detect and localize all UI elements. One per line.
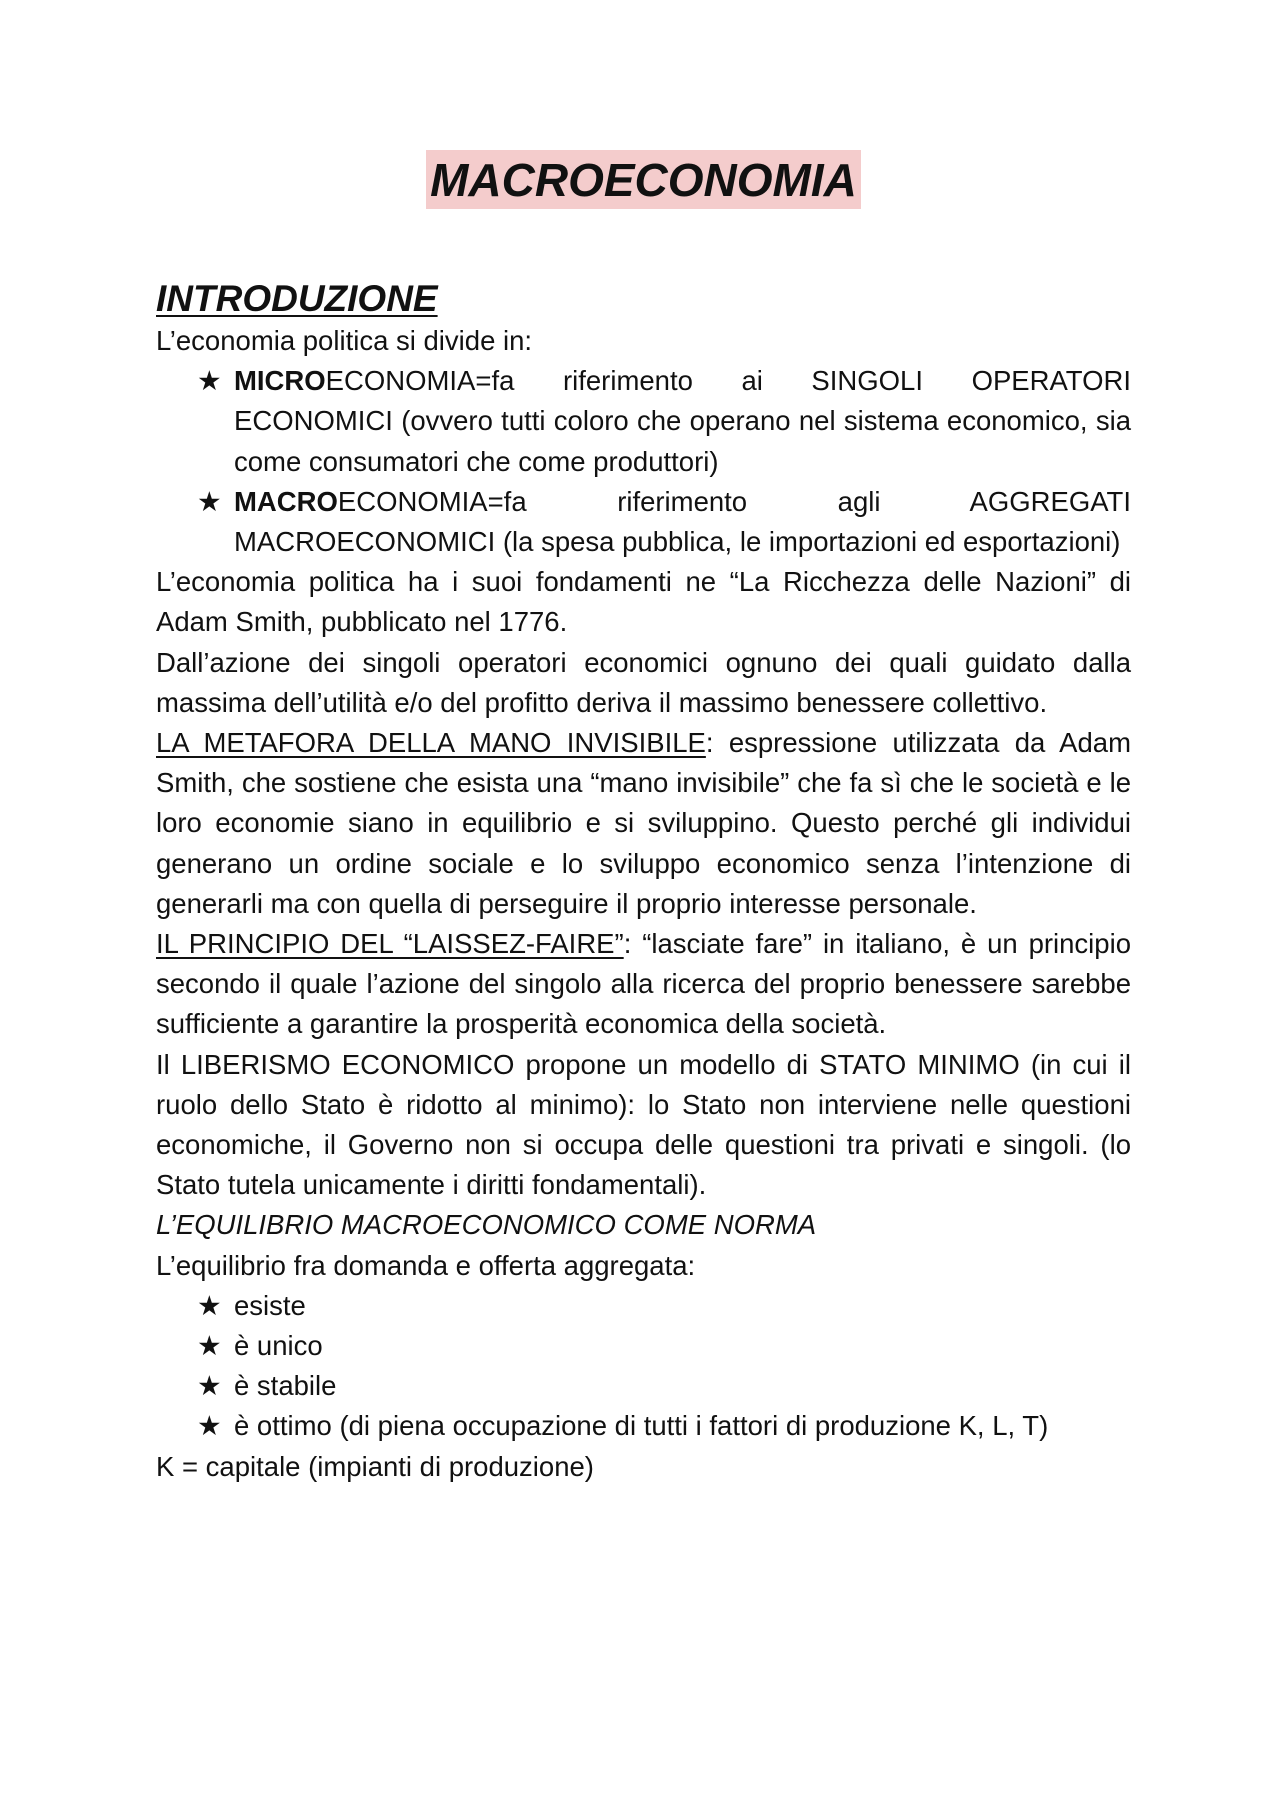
equilibrio-item: è ottimo (di piena occupazione di tutti i fattori di produzione K, L, T)	[234, 1410, 1049, 1442]
mano-invisibile-text: : espressione utilizzata da Adam Smith, che sostiene che esista una “mano invisibile” che fa sì che le società e le loro economie siano in equilibrio e si sviluppino. Questo perché gli individui generano un ordine sociale e lo sviluppo economico senza l’intenzione di generarli ma con quella di perseguire il proprio interesse personale.	[156, 726, 1131, 919]
star-bullet-icon: ★	[197, 485, 222, 517]
division-text: ECONOMIA=fa riferimento agli AGGREGATI MACROECONOMICI (la spesa pubblica, le importazioni ed esportazioni)	[234, 485, 1131, 557]
term-mano-invisibile: LA METAFORA DELLA MANO INVISIBILE	[156, 726, 706, 758]
list-item	[197, 1366, 1131, 1406]
equilibrio-heading: L’EQUILIBRIO MACROECONOMICO COME NORMA	[156, 1209, 817, 1241]
star-bullet-icon: ★	[197, 1370, 222, 1402]
division-bold-prefix: MACRO	[234, 485, 338, 517]
equilibrio-list	[156, 1286, 1131, 1447]
equilibrio-item: esiste	[234, 1289, 306, 1321]
division-bold-prefix: MICRO	[234, 365, 326, 397]
division-text: ECONOMIA=fa riferimento ai SINGOLI OPERATORI ECONOMICI (ovvero tutti coloro che operano nel sistema economico, sia come consumatori che come produttori)	[234, 365, 1131, 477]
star-bullet-icon: ★	[197, 365, 222, 397]
document-page	[156, 150, 1131, 1487]
star-bullet-icon: ★	[197, 1289, 222, 1321]
paragraph-liberismo: Il LIBERISMO ECONOMICO propone un modello di STATO MINIMO (in cui il ruolo dello Stato è ridotto al minimo): lo Stato non interviene nelle questioni economiche, il Governo non si occupa delle questioni tra privati e singoli. (lo Stato tutela unicamente i diritti fondamentali).	[156, 1048, 1131, 1201]
title-wrap	[156, 150, 1131, 209]
paragraph-mano-invisibile	[156, 723, 1131, 924]
paragraph-smith: L’economia politica ha i suoi fondamenti ne “La Ricchezza delle Nazioni” di Adam Smith, pubblicato nel 1776.	[156, 566, 1131, 638]
list-item	[197, 1326, 1131, 1366]
divisions-list	[156, 361, 1131, 562]
paragraph-operators: Dall’azione dei singoli operatori economici ognuno dei quali guidato dalla massima dell’utilità e/o del profitto deriva il massimo benessere collettivo.	[156, 646, 1131, 718]
list-item	[197, 1406, 1131, 1446]
k-definition: K = capitale (impianti di produzione)	[156, 1450, 594, 1482]
laissez-faire-text: : “lasciate fare” in italiano, è un principio secondo il quale l’azione del singolo alla ricerca del proprio benessere sarebbe sufficiente a garantire la prosperità economica della società.	[156, 927, 1131, 1040]
section-heading: INTRODUZIONE	[156, 277, 438, 319]
star-bullet-icon: ★	[197, 1329, 222, 1361]
intro-line: L’economia politica si divide in:	[156, 324, 533, 356]
term-laissez-faire: IL PRINCIPIO DEL “LAISSEZ-FAIRE”	[156, 927, 624, 959]
equilibrio-item: è stabile	[234, 1370, 337, 1402]
list-item	[197, 361, 1131, 482]
document-body	[156, 321, 1131, 1487]
equilibrio-intro: L’equilibrio fra domanda e offerta aggregata:	[156, 1249, 696, 1281]
equilibrio-item: è unico	[234, 1329, 323, 1361]
list-item	[197, 1286, 1131, 1326]
star-bullet-icon: ★	[197, 1410, 222, 1442]
paragraph-laissez-faire	[156, 924, 1131, 1045]
list-item	[197, 482, 1131, 562]
document-title: MACROECONOMIA	[426, 150, 861, 209]
